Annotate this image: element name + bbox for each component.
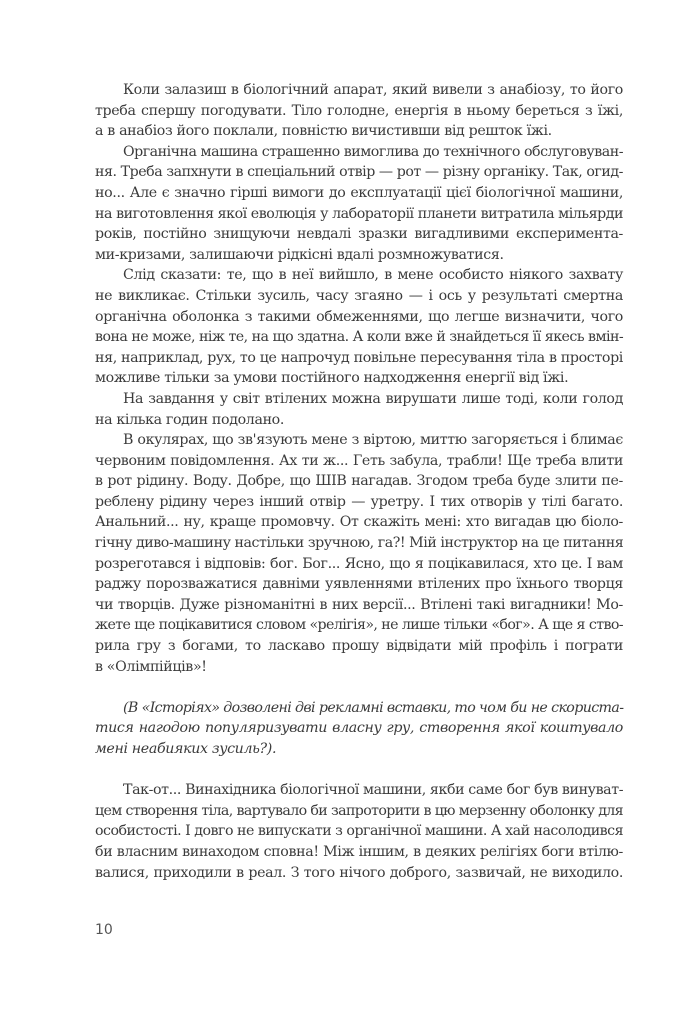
text-line: розреготався і відповів: бог. Бог... Ясно, що я поцікавилася, хто це. І вам [95,555,623,572]
text-line: ня. Треба запхнути в спеціальний отвір — рот — різну органіку. Так, огид- [95,164,623,181]
paragraph [95,142,623,266]
text-line: Коли залазиш в біологічний апарат, який вивели з анабіозу, то його [123,82,623,98]
paragraph [95,80,623,142]
paragraph [95,265,623,389]
text-line: Анальний... ну, краще промовчу. От скажіть мені: хто вигадав цю біоло- [95,514,623,531]
page-text-body [95,80,623,883]
text-line: реблену рідину через інший отвір — уретру. І тих отворів у тілі багато. [95,493,623,510]
text-line: Так-от... Винахідника біологічної машини, якби саме бог був винуват- [123,782,624,799]
text-line: ня, наприклад, рух, то це напрочуд повільне пересування тіла в просторі [95,349,623,366]
text-line: на виготовлення якої еволюція у лабораторії планети витратила мільярди [95,205,623,222]
text-line: На завдання у світ втілених можна вирушати лише тоді, коли голод [123,390,623,407]
paragraph [95,389,623,430]
paragraph [95,780,623,883]
italic-aside-paragraph [95,698,623,760]
text-line: валися, приходили в реал. З того нічого доброго, зазвичай, не виходило. [95,864,623,881]
text-line: рила гру з богами, то ласкаво прошу відвідати мій профіль і пограти [95,638,623,655]
text-line: червоним повідомлення. Ах ти ж... Геть забула, трабли! Ще треба влити [95,452,623,469]
text-line: можливе тільки за умови постійного надходження енергії від їжі. [95,370,569,387]
text-line: вона не може, ніж те, на що здатна. А коли вже й знайдеться її якесь вмін- [95,329,624,346]
page-number: 10 [95,922,113,938]
text-line: чи творців. Дуже різноманітні в них версії... Втілені такі вигадники! Мо- [95,596,623,613]
text-line: В окулярах, що зв'язують мене з віртою, миттю загоряється і блимає [123,432,623,449]
paragraph-spacer [95,677,623,698]
text-line: Слід сказати: те, що в неї вийшло, в мене особисто ніякого захвату [123,267,623,284]
text-line: но... Але є значно гірші вимоги до експлуатації цієї біологічної машини, [95,184,623,201]
text-line: цем створення тіла, вартувало би запроторити в цю мерзенну оболонку для [95,802,623,819]
text-line: треба спершу погодувати. Тіло голодне, енергія в ньому береться з їжі, [95,102,623,119]
text-line: органічна оболонка з такими обмеженнями, що легше визначити, чого [95,308,623,325]
paragraph-spacer [95,760,623,781]
text-line: років, постійно знищуючи невдалі зразки вигадливими експеримента- [95,226,623,243]
text-line: особистості. І довго не випускати з органічної машини. А хай насолодився [95,823,624,840]
paragraph [95,430,623,677]
text-line: в рот рідину. Воду. Добре, що ШІВ нагадав. Згодом треба буде злити пе- [95,473,623,490]
text-line: на кілька годин подолано. [95,411,285,428]
text-line: би власним винаходом сповна! Між іншим, в деяких релігіях боги втілю- [95,843,623,860]
text-line: тися нагодою популяризувати власну гру, створення якої коштувало [95,720,623,737]
text-line: не викликає. Стільки зусиль, часу згаяно — і ось у результаті смертна [95,287,623,304]
text-line: мені неабияких зусиль?). [95,741,277,757]
text-line: а в анабіоз його поклали, повністю вичистивши від решток їжі. [95,123,552,140]
text-line: гічну диво-машину настільки зручною, га?! Мій інструктор на це питання [95,535,624,552]
text-line: (В «Історіях» дозволені дві рекламні вставки, то чом би не скориста- [123,699,624,716]
text-line: Органічна машина страшенно вимоглива до технічного обслуговуван- [123,143,623,160]
text-line: раджу порозважатися давніми уявленнями втілених про їхнього творця [95,576,623,593]
text-line: ми-кризами, залишаючи рідкісні вдалі розмножуватися. [95,246,504,263]
text-line: в «Олімпійців»! [95,658,207,675]
text-line: жете ще поцікавитися словом «релігія», не лише тільки «бог». А ще я ство- [95,617,623,634]
